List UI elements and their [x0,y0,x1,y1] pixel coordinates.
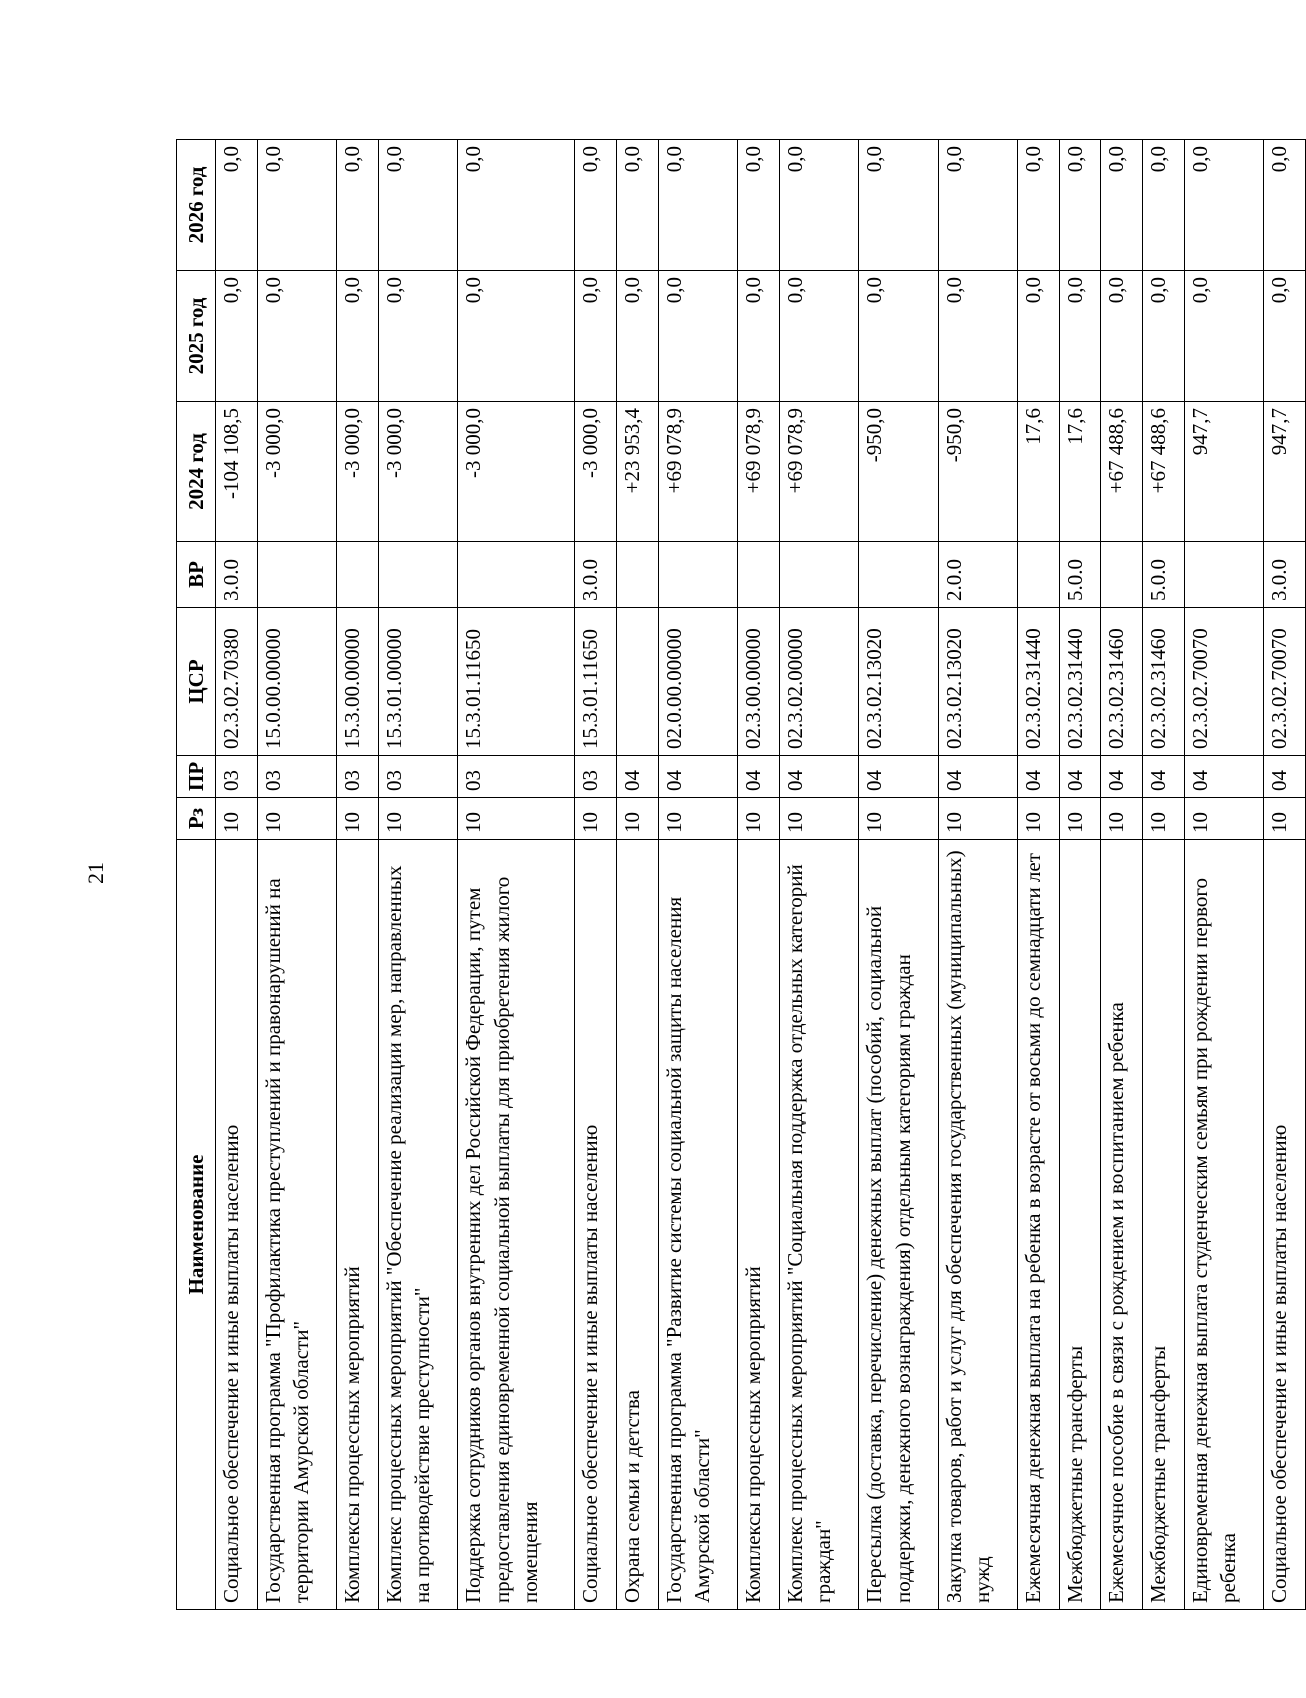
cell-vr: 3.0.0 [216,542,258,608]
cell-2026: 0,0 [616,140,658,271]
cell-rz: 10 [1101,798,1143,840]
cell-csr: 02.3.00.00000 [738,608,780,756]
cell-csr: 02.3.02.70070 [1184,608,1263,756]
cell-pr: 04 [859,756,938,798]
cell-2024: -104 108,5 [216,402,258,542]
cell-csr: 02.3.02.13020 [938,608,1017,756]
cell-vr [378,542,457,608]
header-2025: 2025 год [177,271,216,402]
cell-2025: 0,0 [337,271,379,402]
cell-name: Комплекс процессных мероприятий "Обеспечение реализации мер, направленных на противодействие преступности" [378,840,457,1610]
cell-2026: 0,0 [738,140,780,271]
cell-csr: 02.3.02.70380 [216,608,258,756]
cell-2024: +67 488,6 [1143,402,1185,542]
cell-2024: -3 000,0 [458,402,575,542]
cell-2025: 0,0 [658,271,737,402]
cell-2025: 0,0 [938,271,1017,402]
cell-2025: 0,0 [616,271,658,402]
cell-2025: 0,0 [216,271,258,402]
cell-rz: 10 [1017,798,1059,840]
cell-csr: 15.3.01.11650 [575,608,617,756]
cell-2024: +69 078,9 [658,402,737,542]
cell-2024: -3 000,0 [575,402,617,542]
cell-2024: +67 488,6 [1101,402,1143,542]
cell-rz: 10 [1059,798,1101,840]
cell-pr: 03 [575,756,617,798]
header-name: Наименование [177,840,216,1610]
cell-name: Закупка товаров, работ и услуг для обеспечения государственных (муниципальных) нужд [938,840,1017,1610]
cell-2026: 0,0 [779,140,858,271]
cell-pr: 04 [1264,756,1306,798]
cell-2025: 0,0 [458,271,575,402]
table-row [1059,140,1101,1610]
cell-pr: 04 [658,756,737,798]
cell-rz: 10 [378,798,457,840]
cell-rz: 10 [337,798,379,840]
table-row [658,140,737,1610]
cell-name: Государственная программа "Развитие системы социальной защиты населения Амурской области" [658,840,737,1610]
table-row [216,140,258,1610]
rotated-table-container [176,140,1306,1610]
table-body [216,140,1306,1610]
cell-pr: 04 [1017,756,1059,798]
table-row [738,140,780,1610]
budget-table [176,139,1306,1610]
table-row [1017,140,1059,1610]
header-2024: 2024 год [177,402,216,542]
cell-vr [859,542,938,608]
table-row [575,140,617,1610]
cell-2024: +23 953,4 [616,402,658,542]
cell-2025: 0,0 [1017,271,1059,402]
header-pr: ПР [177,756,216,798]
cell-csr: 02.3.02.31460 [1101,608,1143,756]
cell-name: Межбюджетные трансферты [1143,840,1185,1610]
cell-vr [1184,542,1263,608]
cell-vr: 3.0.0 [1264,542,1306,608]
page-number: 21 [83,862,108,884]
cell-csr: 02.3.02.70070 [1264,608,1306,756]
cell-name: Межбюджетные трансферты [1059,840,1101,1610]
cell-vr [616,542,658,608]
cell-name: Пересылка (доставка, перечисление) денежных выплат (пособий, социальной поддержки, денежного вознаграждения) отдельным категориям граждан [859,840,938,1610]
cell-pr: 04 [938,756,1017,798]
cell-pr: 03 [257,756,336,798]
table-row [257,140,336,1610]
cell-rz: 10 [257,798,336,840]
cell-2026: 0,0 [1017,140,1059,271]
cell-2026: 0,0 [859,140,938,271]
cell-name: Ежемесячное пособие в связи с рождением и воспитанием ребенка [1101,840,1143,1610]
cell-pr: 04 [738,756,780,798]
cell-csr: 15.3.01.11650 [458,608,575,756]
cell-vr [658,542,737,608]
cell-vr [458,542,575,608]
cell-2025: 0,0 [1143,271,1185,402]
table-row [1184,140,1263,1610]
cell-name: Комплексы процессных мероприятий [738,840,780,1610]
cell-vr [738,542,780,608]
cell-2026: 0,0 [938,140,1017,271]
cell-csr: 02.3.02.13020 [859,608,938,756]
cell-2026: 0,0 [458,140,575,271]
table-row [1264,140,1306,1610]
cell-2025: 0,0 [1059,271,1101,402]
cell-rz: 10 [1184,798,1263,840]
cell-2024: +69 078,9 [779,402,858,542]
cell-name: Государственная программа "Профилактика преступлений и правонарушений на территории Амурской области" [257,840,336,1610]
cell-2025: 0,0 [1184,271,1263,402]
header-csr: ЦСР [177,608,216,756]
cell-csr: 15.0.00.00000 [257,608,336,756]
cell-csr: 15.3.01.00000 [378,608,457,756]
table-header-row [177,140,216,1610]
cell-2025: 0,0 [779,271,858,402]
cell-2026: 0,0 [1101,140,1143,271]
cell-2024: +69 078,9 [738,402,780,542]
cell-pr: 03 [458,756,575,798]
cell-rz: 10 [658,798,737,840]
table-row [458,140,575,1610]
cell-name: Поддержка сотрудников органов внутренних дел Российской Федерации, путем предоставления единовременной социальной выплаты для приобретения жилого помещения [458,840,575,1610]
cell-rz: 10 [938,798,1017,840]
cell-name: Комплекс процессных мероприятий "Социальная поддержка отдельных категорий граждан" [779,840,858,1610]
cell-pr: 04 [1143,756,1185,798]
cell-vr [779,542,858,608]
cell-2024: -3 000,0 [378,402,457,542]
cell-name: Социальное обеспечение и иные выплаты населению [575,840,617,1610]
table-row [779,140,858,1610]
cell-2024: -950,0 [859,402,938,542]
cell-2025: 0,0 [859,271,938,402]
cell-rz: 10 [216,798,258,840]
header-2026: 2026 год [177,140,216,271]
table-row [378,140,457,1610]
cell-pr: 04 [1184,756,1263,798]
table-row [938,140,1017,1610]
cell-name: Охрана семьи и детства [616,840,658,1610]
cell-vr: 2.0.0 [938,542,1017,608]
cell-2026: 0,0 [378,140,457,271]
cell-name: Комплексы процессных мероприятий [337,840,379,1610]
cell-2025: 0,0 [257,271,336,402]
cell-rz: 10 [738,798,780,840]
cell-pr: 04 [616,756,658,798]
cell-pr: 04 [1101,756,1143,798]
cell-2026: 0,0 [575,140,617,271]
cell-2026: 0,0 [1143,140,1185,271]
cell-csr: 02.3.02.31440 [1017,608,1059,756]
cell-2026: 0,0 [337,140,379,271]
cell-pr: 04 [1059,756,1101,798]
cell-rz: 10 [779,798,858,840]
cell-2024: 17,6 [1059,402,1101,542]
cell-2025: 0,0 [378,271,457,402]
cell-csr: 02.3.02.31440 [1059,608,1101,756]
cell-2026: 0,0 [658,140,737,271]
cell-2025: 0,0 [738,271,780,402]
cell-name: Ежемесячная денежная выплата на ребенка в возрасте от восьми до семнадцати лет [1017,840,1059,1610]
table-row [859,140,938,1610]
cell-2026: 0,0 [257,140,336,271]
cell-rz: 10 [458,798,575,840]
cell-name: Социальное обеспечение и иные выплаты населению [216,840,258,1610]
cell-vr: 5.0.0 [1059,542,1101,608]
cell-2024: 947,7 [1264,402,1306,542]
table-row [1143,140,1185,1610]
cell-2024: -950,0 [938,402,1017,542]
cell-pr: 04 [779,756,858,798]
cell-pr: 03 [337,756,379,798]
cell-2024: -3 000,0 [257,402,336,542]
cell-vr [337,542,379,608]
cell-2026: 0,0 [1264,140,1306,271]
cell-csr: 15.3.00.00000 [337,608,379,756]
cell-vr: 3.0.0 [575,542,617,608]
cell-2024: -3 000,0 [337,402,379,542]
header-rz: Рз [177,798,216,840]
cell-vr [1101,542,1143,608]
cell-vr [257,542,336,608]
cell-2025: 0,0 [575,271,617,402]
cell-rz: 10 [616,798,658,840]
header-vr: ВР [177,542,216,608]
cell-rz: 10 [859,798,938,840]
cell-2026: 0,0 [1184,140,1263,271]
cell-rz: 10 [1143,798,1185,840]
cell-csr: 02.3.02.31460 [1143,608,1185,756]
cell-2025: 0,0 [1101,271,1143,402]
cell-name: Единовременная денежная выплата студенческим семьям при рождении первого ребенка [1184,840,1263,1610]
table-row [616,140,658,1610]
cell-2026: 0,0 [216,140,258,271]
cell-csr [616,608,658,756]
cell-csr: 02.0.00.00000 [658,608,737,756]
cell-2026: 0,0 [1059,140,1101,271]
cell-2025: 0,0 [1264,271,1306,402]
cell-rz: 10 [575,798,617,840]
cell-vr [1017,542,1059,608]
cell-2024: 947,7 [1184,402,1263,542]
cell-rz: 10 [1264,798,1306,840]
table-row [1101,140,1143,1610]
cell-pr: 03 [378,756,457,798]
cell-name: Социальное обеспечение и иные выплаты населению [1264,840,1306,1610]
cell-2024: 17,6 [1017,402,1059,542]
cell-vr: 5.0.0 [1143,542,1185,608]
cell-pr: 03 [216,756,258,798]
table-row [337,140,379,1610]
cell-csr: 02.3.02.00000 [779,608,858,756]
